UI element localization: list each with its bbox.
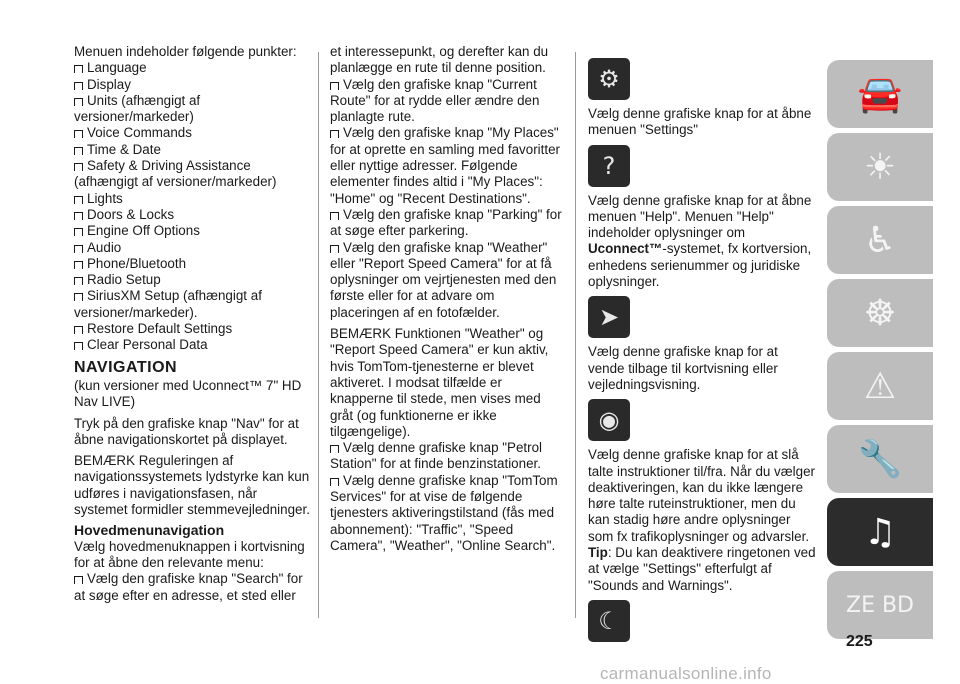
tab-emergency[interactable] (827, 352, 933, 420)
help-description: Vælg denne grafiske knap for at åbne menuen "Help". Menuen "Help" indeholder oplysninger om Uconnect™-systemet, fx kortversion, enhedens serienummer og juridiske oplysninger. (588, 192, 812, 290)
chapter-tabs (827, 60, 933, 644)
list-item: Lights (74, 191, 312, 207)
music-note-icon: ♫ (863, 511, 897, 553)
warning-triangle-icon: ⚠ (863, 365, 897, 407)
settings-button-image (588, 58, 630, 100)
column-2 (330, 44, 566, 554)
tab-safety[interactable] (827, 206, 933, 274)
menu-intro: Menuen indeholder følgende punkter: (74, 44, 297, 59)
list-item: Vælg den grafiske knap "Parking" for at søge efter parkering. (330, 207, 566, 240)
list-item: Clear Personal Data (74, 337, 312, 353)
list-item: Vælg den grafiske knap "Current Route" for at rydde eller ændre den planlagte rute. (330, 77, 566, 126)
help-button-image (588, 145, 630, 187)
column-divider (318, 52, 319, 618)
list-item: Vælg denne grafiske knap "Petrol Station" for at finde benzinstationer. (330, 440, 566, 473)
list-item: Radio Setup (74, 272, 312, 288)
navigation-note: BEMÆRK Reguleringen af navigationssystemets lydstyrke kan kun udføres i navigationsfasen, når systemet formidler stemmevejledninger. (74, 453, 310, 518)
list-item: Vælg denne grafiske knap "TomTom Services" for at vise de følgende tjenesters aktiveringstilstand (fås med abonnement): "Traffic", "Speed Camera", "Weather", "Online Search". (330, 473, 566, 554)
menu-list (74, 60, 312, 353)
arrow-icon: ➤ (598, 303, 620, 332)
tab-maintenance[interactable] (827, 425, 933, 493)
list-item: Vælg den grafiske knap "Search" for at søge efter en adresse, et sted eller (74, 571, 312, 604)
column-divider (575, 52, 576, 618)
moon-icon: ☾ (598, 606, 620, 635)
tab-driving[interactable] (827, 279, 933, 347)
back-description: Vælg denne grafiske knap for at vende tilbage til kortvisning eller vejledningsvisning. (588, 344, 778, 392)
brand-name: Uconnect™ (588, 241, 663, 257)
sun-envelope-icon: ☀ (863, 146, 897, 188)
tip-label: Tip (588, 545, 608, 561)
list-item: Units (afhængigt af versioner/markeder) (74, 93, 312, 126)
seat-airbag-icon: ♿ (863, 219, 897, 261)
gear-icon: ⚙ (598, 65, 620, 93)
night-button-image (588, 600, 630, 642)
list-item: Safety & Driving Assistance (afhængigt af versioner/markeder) (74, 158, 312, 191)
main-menu-heading: Hovedmenunavigation (74, 522, 225, 539)
tab-multimedia[interactable] (827, 498, 933, 566)
voice-description: Vælg denne grafiske knap for at slå talte instruktioner til/fra. Når du vælger deaktiveringen, kan du ikke længere høre talte ruteinstruktioner, men du kan stadig høre andre oplysninger som fx trafikoplysninger og advarsler. Tip: Du kan deaktivere ringetonen ved at vælge "Settings" efterfulgt af "Sounds and Warnings". (588, 447, 816, 593)
car-icon: 🚘 (857, 74, 903, 115)
column-3 (588, 56, 816, 648)
list-item: Language (74, 60, 312, 76)
list-item: Vælg den grafiske knap "My Places" for at oprette en samling med favoritter eller nyttige adresser. Følgende elementer findes altid i "My Places": "Home" og "Recent Destinations". (330, 125, 566, 206)
list-item: Display (74, 77, 312, 93)
navigation-paragraph: Tryk på den grafiske knap "Nav" for at åbne navigationskortet på displayet. (74, 415, 299, 447)
main-menu-paragraph: Vælg hovedmenuknappen i kortvisning for at åbne den relevante menu: (74, 538, 305, 570)
column-1 (74, 44, 312, 604)
list-item: Doors & Locks (74, 207, 312, 223)
list-item: Time & Date (74, 142, 312, 158)
navigation-version-note: (kun versioner med Uconnect™ 7" HD Nav LIVE) (74, 377, 302, 410)
page-number: 225 (846, 633, 873, 650)
voice-button-image (588, 399, 630, 441)
continued-paragraph: et interessepunkt, og derefter kan du planlægge en rute til denne position. (330, 44, 549, 76)
tab-index[interactable] (827, 571, 933, 639)
list-item: Restore Default Settings (74, 321, 312, 337)
list-item: Voice Commands (74, 125, 312, 141)
steering-wheel-icon: ☸ (863, 292, 897, 334)
settings-description: Vælg denne grafiske knap for at åbne menuen "Settings" (588, 106, 812, 138)
list-item: Vælg den grafiske knap "Weather" eller "Report Speed Camera" for at få oplysninger om vejrtjenesten med den første eller for at advare om placeringen af en fotofælder. (330, 240, 566, 321)
list-item: SiriusXM Setup (afhængigt af versioner/markeder). (74, 288, 312, 321)
wrench-car-icon: 🔧 (857, 439, 903, 480)
watermark: carmanualsonline.info (600, 664, 772, 683)
tab-vehicle[interactable] (827, 60, 933, 128)
weather-note: BEMÆRK Funktionen "Weather" og "Report Speed Camera" er kun aktiv, hvis TomTom-tjenesterne er blevet aktiveret. I modsat tilfælde er knapperne til stede, men vises med gråt (og funktionerne er ikke tilgængelige). (330, 326, 549, 439)
alphabet-index-icon: ZE BD (846, 592, 914, 618)
list-item: Engine Off Options (74, 223, 312, 239)
list-item: Phone/Bluetooth (74, 256, 312, 272)
navigation-heading: NAVIGATION (74, 358, 178, 376)
tab-warnings[interactable] (827, 133, 933, 201)
question-icon: ? (602, 151, 616, 180)
list-item: Audio (74, 240, 312, 256)
back-button-image (588, 296, 630, 338)
lips-icon: ◉ (598, 406, 620, 435)
